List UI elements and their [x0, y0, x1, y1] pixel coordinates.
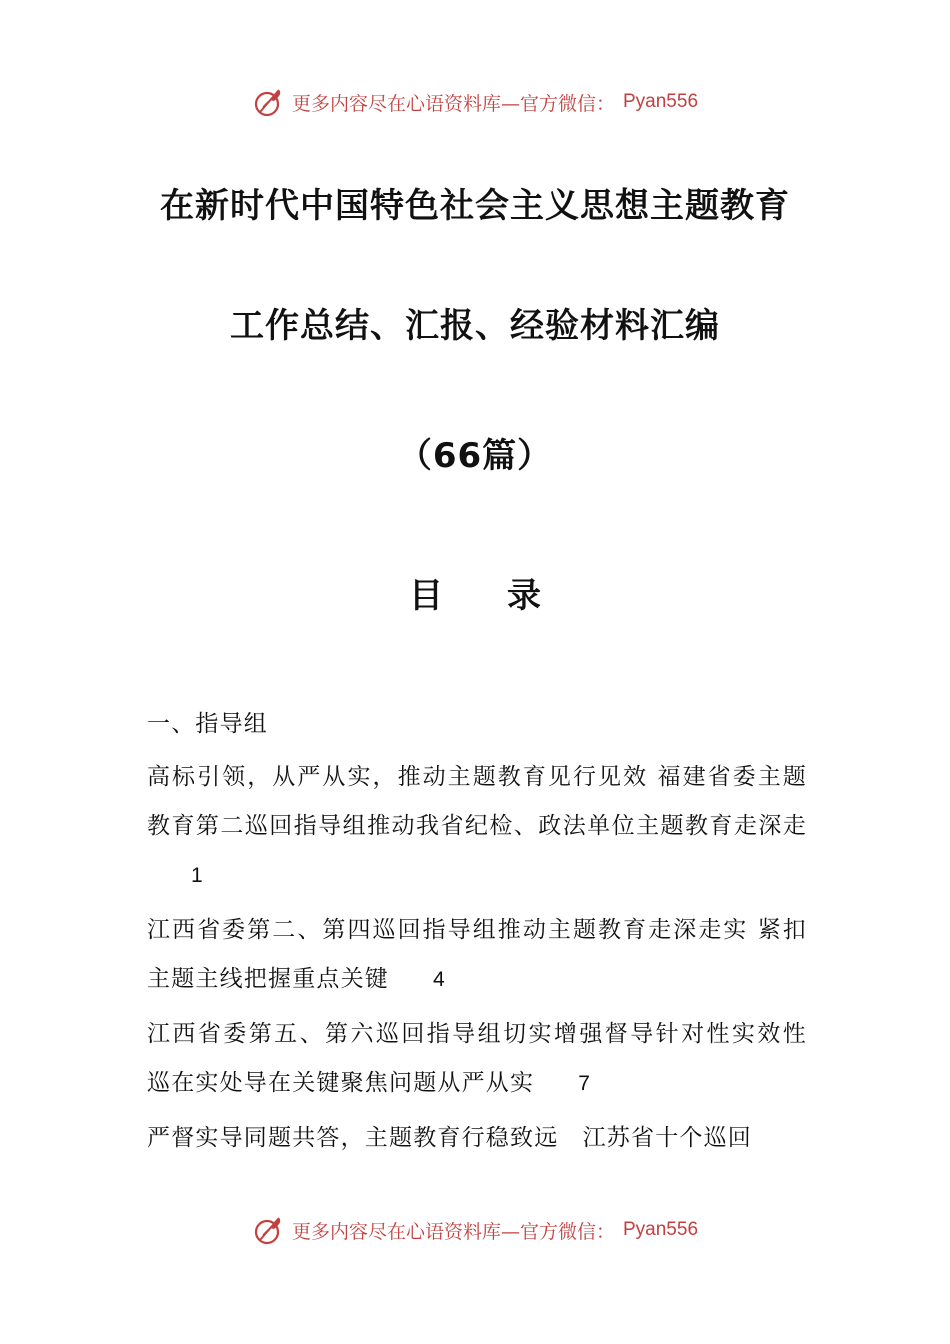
quill-logo-icon	[252, 1213, 286, 1247]
toc-section-title: 一、指导组	[147, 711, 268, 737]
toc-entry-text: 高标引领，从严从实，推动主题教育见行见效 福建省委主题教育第二巡回指导组推动我省纪检、政法单位主题教育走深走	[147, 764, 807, 839]
document-title-count: （66篇）	[397, 436, 553, 476]
quill-logo-icon	[252, 85, 286, 119]
watermark-text: 更多内容尽在心语资料库—官方微信：	[291, 1220, 615, 1243]
watermark-wechat-id: Pyan556	[623, 91, 699, 112]
watermark-header	[0, 84, 950, 120]
document-title-line1: 在新时代中国特色社会主义思想主题教育	[160, 186, 790, 226]
toc-entry-text: 江西省委第五、第六巡回指导组切实增强督导针对性实效性 巡在实处导在关键聚焦问题从严从实	[147, 1021, 832, 1096]
table-of-contents	[147, 700, 832, 1169]
toc-entry[interactable]	[147, 753, 807, 900]
watermark-text: 更多内容尽在心语资料库—官方微信：	[291, 92, 615, 115]
toc-entry-text: 严督实导同题共答，主题教育行稳致远 江苏省十个巡回	[147, 1125, 752, 1151]
toc-entry[interactable]	[147, 1010, 832, 1108]
toc-entry-page: 7	[578, 1072, 592, 1095]
toc-entry-page: 4	[433, 968, 446, 991]
document-title-line2: 工作总结、汇报、经验材料汇编	[230, 306, 720, 346]
toc-heading: 目录	[409, 576, 605, 616]
watermark-wechat-id: Pyan556	[623, 1219, 699, 1240]
toc-entry[interactable]	[147, 1114, 807, 1163]
watermark-footer	[0, 1212, 950, 1248]
toc-entry-text: 江西省委第二、第四巡回指导组推动主题教育走深走实 紧扣主题主线把握重点关键	[147, 917, 807, 992]
toc-entry-page: 1	[191, 864, 204, 887]
toc-entry[interactable]	[147, 906, 807, 1004]
